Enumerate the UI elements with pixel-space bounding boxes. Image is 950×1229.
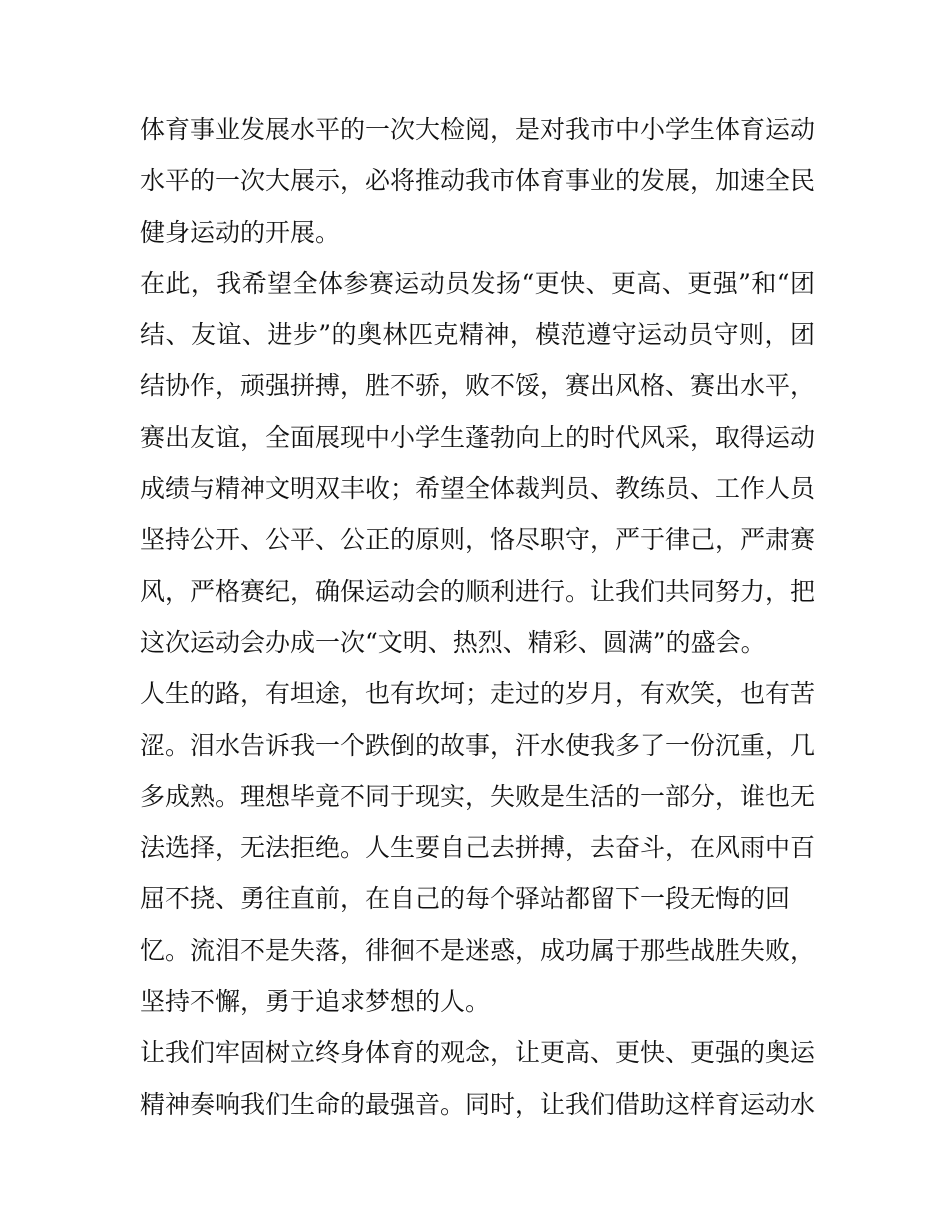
text-line: 这次运动会办成一次“文明、热烈、精彩、圆满”的盛会。 — [140, 627, 766, 657]
text-line: 结、友谊、进步”的奥林匹克精神，模范遵守运动员守则，团 — [140, 320, 815, 350]
text-line: 多成熟。理想毕竟不同于现实，失败是生活的一部分，谁也无 — [140, 781, 816, 811]
text-line: 坚持公开、公平、公正的原则，恪尽职守，严于律己，严肃赛 — [140, 525, 816, 555]
text-line: 风，严格赛纪，确保运动会的顺利进行。让我们共同努力，把 — [140, 576, 816, 606]
text-line: 在此，我希望全体参赛运动员发扬“更快、更高、更强”和“团 — [140, 268, 815, 298]
text-line: 法选择，无法拒绝。人生要自己去拼搏，去奋斗，在风雨中百 — [140, 833, 816, 863]
text-line: 涩。泪水告诉我一个跌倒的故事，汗水使我多了一份沉重，几 — [140, 730, 816, 760]
text-line: 成绩与精神文明双丰收；希望全体裁判员、教练员、工作人员 — [140, 474, 816, 504]
text-line: 屈不挠、勇往直前，在自己的每个驿站都留下一段无悔的回 — [140, 884, 791, 914]
text-line: 健身运动的开展。 — [140, 217, 341, 247]
document-body — [140, 104, 815, 1130]
text-line: 体育事业发展水平的一次大检阅，是对我市中小学生体育运动 — [140, 115, 816, 144]
text-line: 忆。流泪不是失落，徘徊不是迷惑，成功属于那些战胜失败， — [140, 935, 816, 965]
text-line: 水平的一次大展示，必将推动我市体育事业的发展，加速全民 — [140, 166, 816, 196]
text-line: 人生的路，有坦途，也有坎坷；走过的岁月，有欢笑，也有苦 — [140, 679, 816, 709]
text-line: 让我们牢固树立终身体育的观念，让更高、更快、更强的奥运 — [140, 1038, 816, 1068]
text-line: 坚持不懈，勇于追求梦想的人。 — [140, 987, 491, 1017]
text-line: 精神奏响我们生命的最强音。同时，让我们借助这样育运动水 — [140, 1089, 816, 1119]
text-line: 结协作，顽强拼搏，胜不骄，败不馁，赛出风格、赛出水平， — [140, 371, 816, 401]
text-line: 赛出友谊，全面展现中小学生蓬勃向上的时代风采，取得运动 — [140, 422, 816, 452]
